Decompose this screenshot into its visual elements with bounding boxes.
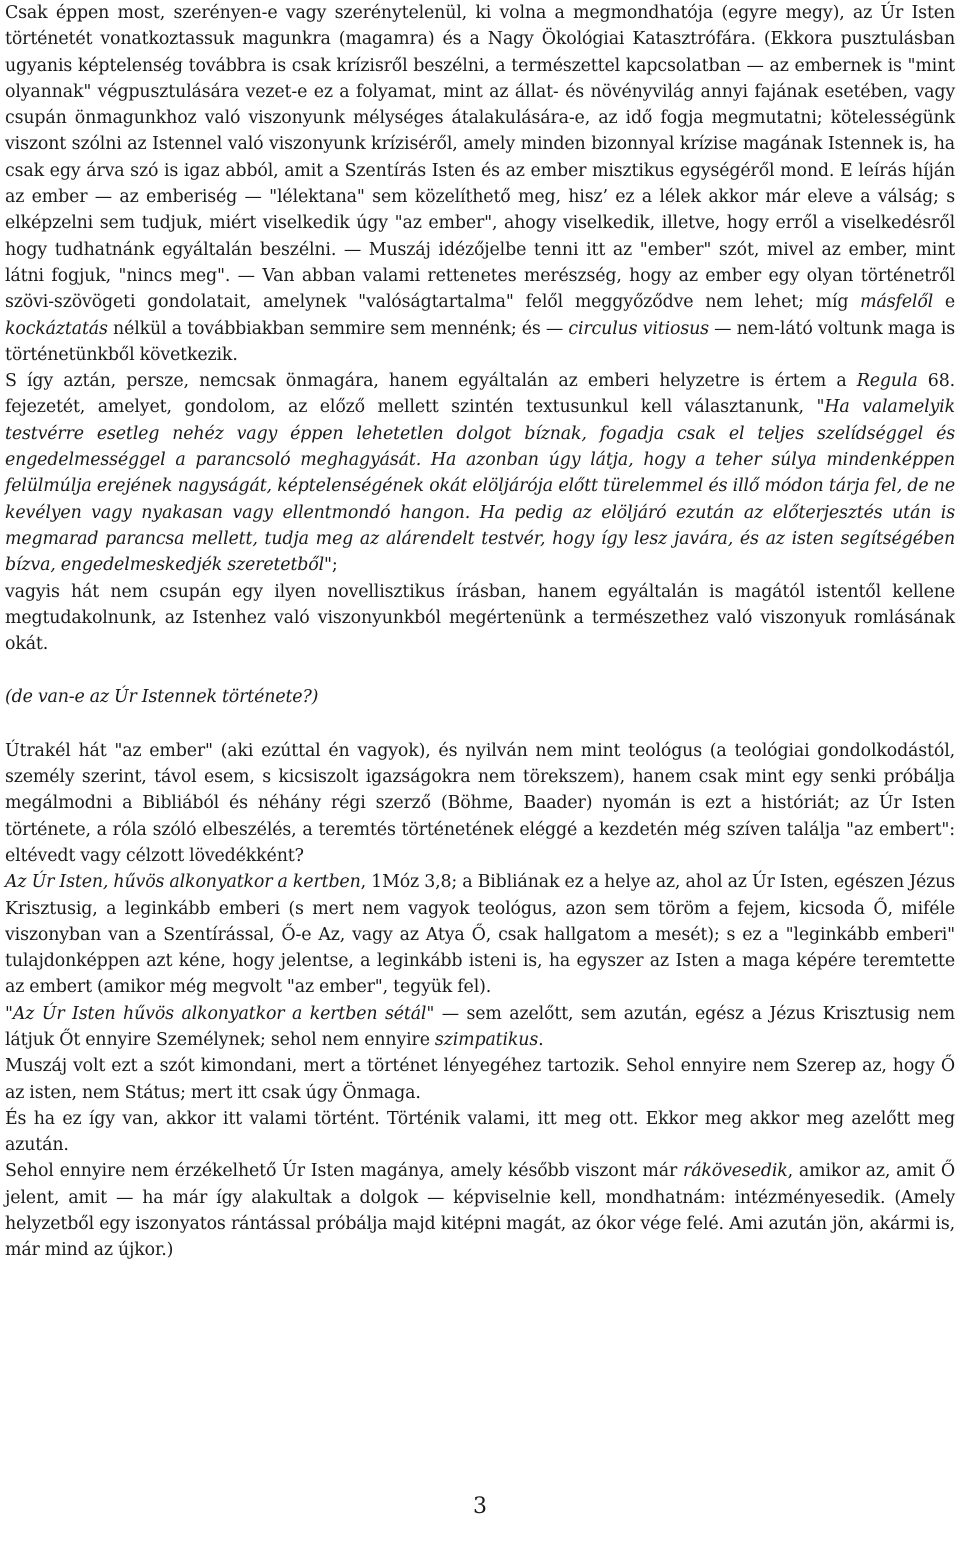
text-run: " — sem azelőtt, sem azután, egész a Jézus Krisztusig nem látjuk Őt ennyire Személynek; sehol nem ennyire	[5, 1003, 955, 1050]
text-run: Sehol ennyire nem érzékelhető Úr Isten magánya, amely később viszont már	[5, 1161, 684, 1182]
text-run: S így aztán, persze, nemcsak önmagára, hanem egyáltalán az emberi helyzetre is értem a	[5, 371, 857, 392]
italic-text-run: másfelől	[860, 292, 934, 313]
text-run: És ha ez így van, akkor itt valami történt. Történik valami, itt meg ott. Ekkor meg akkor meg azelőtt meg azután.	[5, 1108, 955, 1156]
text-run: , 1Móz 3,8; a Bibliának ez a helye az, ahol az Úr Isten, egészen Jézus Krisztusig, a leginkább emberi (s mert nem vagyok teológus, azon sem töröm a fejem, kicsoda Ő, miféle viszonyban van a Szentírással, Ő-e Az, vagy az Atya Ő, csak hallgatom a mesét); s ez a "leginkább emberi" tulajdonképpen azt kéne, hogy jelentse, a leginkább isteni is, ha egyszer az Isten a maga képére teremtette az embert (amikor még megvolt "az ember", tegyük fel).	[5, 872, 956, 998]
italic-text-run: Ha valamelyik testvérre esetleg nehéz vagy éppen lehetetlen dolgot bíznak, fogadja csak el teljes szelídséggel és engedelmességgel a parancsoló meghagyását. Ha azonban úgy látja, hogy a teher súlya mindenképpen felülmúlja erejének nagyságát, képtelenségének okát elöljárója előtt türelemmel és illő módon tárja fel, de ne kevélyen vagy nyakasan vagy ellentmondó hangon. Ha pedig az elöljáró ezután az előterjesztés után is megmarad parancsa mellett, tudja meg az alárendelt testvér, hogy így lesz javára, és az isten segítségében bízva, engedelmeskedjék szeretetből	[5, 397, 955, 576]
text-run: , amikor az, amit Ő jelent, amit — ha már így alakultak a dolgok — képviselnie kell, mondhatnám: intézményesedik. (Amely helyzetből egy iszonyatos rántással próbálja majd kitépni magát, az ókor vége felé. Ami azután jön, akármi is, már mind az újkor.)	[5, 1161, 956, 1261]
italic-text-run: (de van-e az Úr Istennek története?)	[5, 687, 319, 708]
paragraph-word-spoken	[5, 1053, 955, 1106]
text-run: — nem-látó voltunk maga is történetünkből következik.	[5, 318, 956, 365]
text-run: Csak éppen most, szerényen-e vagy szerénytelenül, ki volna a megmondhatója (egyre megy), az Úr Isten történetét vonatkoztassuk magunkra (magamra) és a Nagy Ökológiai Katasztrófára. (Ekkora pusztulásban ugyanis képtelenség továbbra is csak krízisről beszélni, a természettel kapcsolatban — az embernek is "mint olyannak" végpusztulására vezet-e ez a folyamat, mint az állat- és növényvilág annyi fajának esetében, vagy csupán önmagunkhoz való viszonyunk mélységes átalakulására-e, az idő fogja megmutatni; kötelességünk viszont szólni az Istennel való viszonyunk kríziséről, amely minden bizonnyal krízise magának Istennek is, ha csak egy árva szó is igaz abból, amit a Szentírás Isten és az ember misztikus egységéről mond. E leírás híján az ember — az emberiség — "lélektana" sem közelíthető meg, hisz’ ez a lélek akkor már eleve a válság; s elképzelni sem tudjuk, miért viselkedik úgy "az ember", ahogy viselkedik, illetve, hogy erről a viselkedésről hogy tudhatnánk egyáltalán beszélni. — Muszáj idézőjelbe tenni itt az "ember" szót, mivel az ember, mint látni fogjuk, "nincs meg". — Van abban valami rettenetes merészség, hogy az ember egy olyan történetről szövi-szövögeti gondolatait, amelynek "valóságtartalma" felől meggyőződve nem lehet; míg	[5, 3, 955, 313]
italic-text-run: Regula	[856, 371, 918, 392]
paragraph-solitude	[5, 1158, 955, 1263]
text-run: "	[5, 1003, 13, 1024]
text-run: vagyis hát nem csupán egy ilyen novellisztikus írásban, hanem egyáltalán is magától istentől kellene megtudakolnunk, az Istenhez való viszonyunkból megértenünk a természethez való viszonyuk romlásának okát.	[5, 581, 955, 655]
paragraph-walking-in-garden	[5, 1001, 955, 1054]
paragraph-question	[5, 684, 955, 710]
italic-text-run: rákövesedik	[683, 1161, 788, 1182]
paragraph-something-happened	[5, 1106, 955, 1159]
italic-text-run: Az Úr Isten, hűvös alkonyatkor a kertben	[5, 872, 361, 893]
text-run: nélkül a továbbiakban semmire sem mennénk; és —	[107, 318, 569, 339]
text-run: .	[538, 1029, 544, 1050]
text-run: ";	[324, 555, 338, 576]
italic-text-run: circulus vitiosus	[568, 318, 709, 339]
paragraph-journey	[5, 738, 955, 869]
page-number: 3	[473, 1494, 487, 1519]
paragraph-intro	[5, 0, 955, 368]
italic-text-run: kockáztatás	[5, 318, 108, 339]
paragraph-genesis-reference	[5, 869, 955, 1000]
italic-text-run: Az Úr Isten hűvös alkonyatkor a kertben sétál	[12, 1003, 427, 1024]
text-run: 68. fejezetét, amelyet, gondolom, az előző mellett szintén textusunkul kell választanunk, "	[5, 371, 955, 418]
paragraph-conclusion	[5, 579, 955, 658]
text-run: Muszáj volt ezt a szót kimondani, mert a történet lényegéhez tartozik. Sehol ennyire nem Szerep az, hogy Ő az isten, nem Státus; mert itt csak úgy Önmaga.	[5, 1056, 955, 1103]
italic-text-run: szimpatikus	[434, 1029, 539, 1050]
document-body	[5, 0, 955, 1264]
text-run: Útrakél hát "az ember" (aki ezúttal én vagyok), és nyilván nem mint teológus (a teológiai gondolkodástól, személy szerint, távol esem, s kicsiszolt igazságokra nem törekszem), hanem csak mint egy senki próbálja megálmodni a Bibliából és néhány régi szerző (Böhme, Baader) nyomán is ezt a históriát; az Úr Isten története, a róla szóló elbeszélés, a teremtés történetének eléggé a kezdetén még szíven találja "az embert": eltévedt vagy célzott lövedékként?	[5, 740, 955, 866]
text-run: e	[933, 292, 955, 313]
paragraph-regula-quote	[5, 368, 955, 578]
